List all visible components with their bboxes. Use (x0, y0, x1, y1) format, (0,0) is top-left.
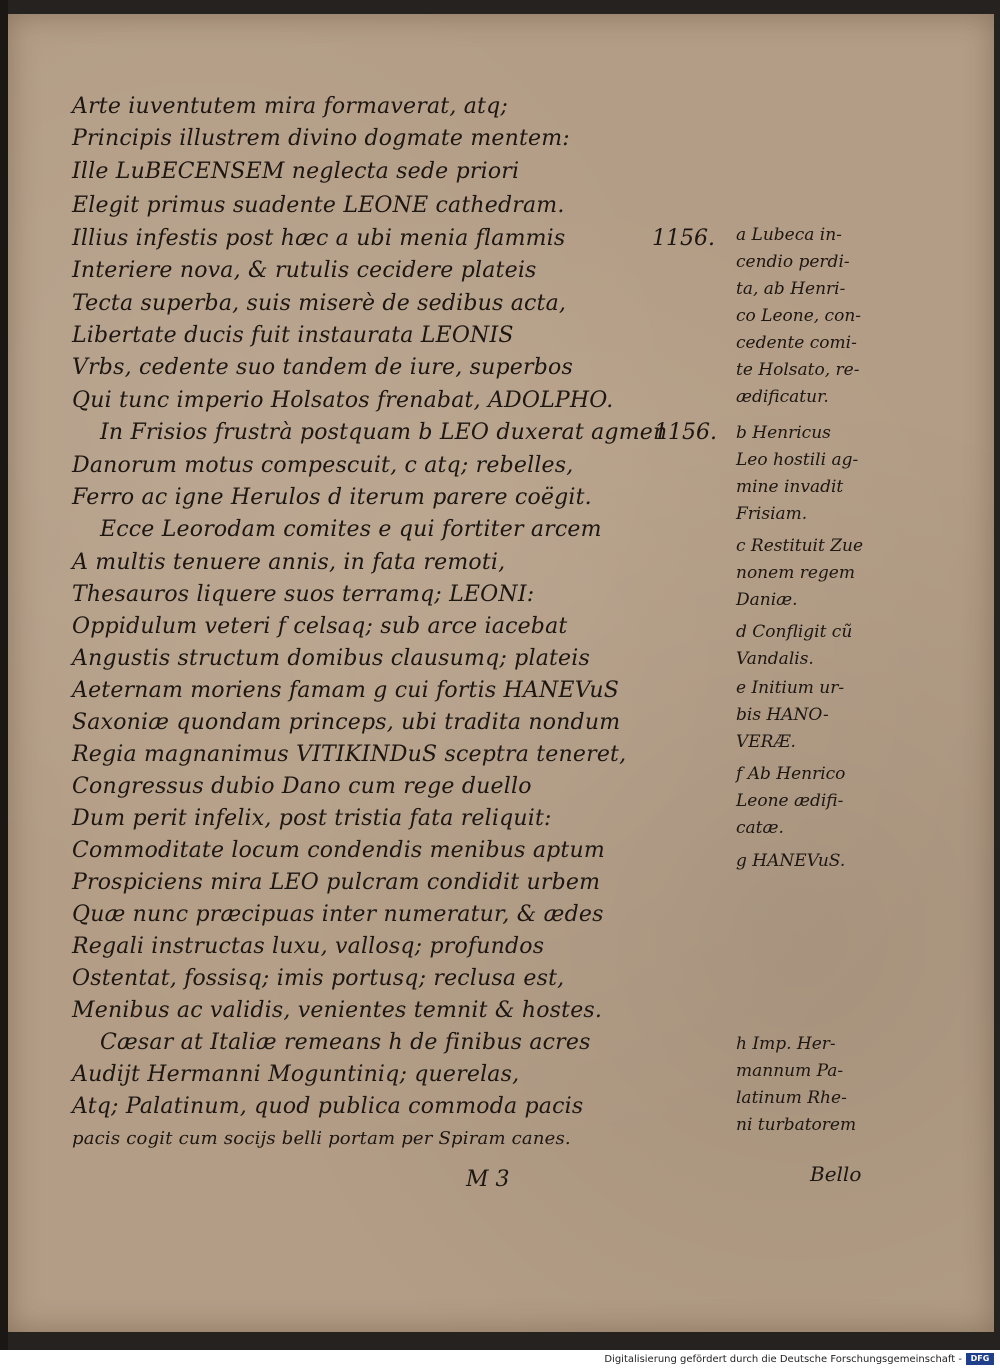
verse-line: Angustis structum domibus clausumq; plateis (72, 646, 590, 671)
verse-line: Thesauros liquere suos terramq; LEONI: (72, 582, 535, 607)
verse-line: Quæ nunc præcipuas inter numeratur, & ædes (72, 902, 604, 927)
verse-line: Libertate ducis fuit instaurata LEONIS (72, 323, 514, 348)
marginal-note: c Restituit Zue nonem regem Daniæ. (736, 536, 864, 610)
verse-line: Ostentat, fossisq; imis portusq; reclusa est, (72, 966, 565, 991)
marginal-note: a Lubeca in- cendio perdi- ta, ab Henri- co Leone, con- cedente comi- te Holsato, re- ædificatur. (736, 225, 862, 407)
verse-line: Principis illustrem divino dogmate mentem: (72, 126, 570, 151)
verse-line: Vrbs, cedente suo tandem de iure, superbos (72, 355, 573, 380)
footer-bar (0, 1350, 1000, 1369)
book-spine-edge (0, 0, 8, 1350)
margin-year: 1156. (654, 420, 717, 445)
verse-line: Qui tunc imperio Holsatos frenabat, ADOLPHO. (72, 388, 614, 413)
marginal-note: b Henricus Leo hostili ag- mine invadit Frisiam. (736, 423, 859, 524)
verse-line: Arte iuventutem mira formaverat, atq; (72, 94, 508, 119)
verse-line: Elegit primus suadente LEONE cathedram. (72, 193, 565, 218)
verse-line: A multis tenuere annis, in fata remoti, (72, 550, 506, 575)
signature-mark: M 3 (466, 1167, 510, 1192)
verse-line: Saxoniæ quondam princeps, ubi tradita nondum (72, 710, 621, 735)
verse-line: Atq; Palatinum, quod publica commoda pacis (72, 1094, 584, 1119)
dfg-logo: DFG (966, 1353, 994, 1365)
verse-line: Prospiciens mira LEO pulcram condidit urbem (72, 870, 601, 895)
verse-line: In Frisios frustrà postquam b LEO duxerat agmen (100, 420, 668, 445)
funding-notice: Digitalisierung gefördert durch die Deutsche Forschungsgemeinschaft - (604, 1354, 962, 1365)
verse-line: Danorum motus compescuit, c atq; rebelles, (72, 453, 574, 478)
marginal-note: d Confligit cũ Vandalis. (736, 622, 853, 669)
marginal-note: h Imp. Her- mannum Pa- latinum Rhe- ni turbatorem (736, 1034, 857, 1135)
verse-line: Commoditate locum condendis menibus aptum (72, 838, 605, 863)
verse-line: Oppidulum veteri f celsaq; sub arce iacebat (72, 614, 568, 639)
verse-line: Audijt Hermanni Moguntiniq; querelas, (72, 1062, 520, 1087)
margin-year: 1156. (652, 226, 715, 251)
verse-line: Tecta superba, suis miserè de sedibus acta, (72, 291, 567, 316)
marginal-note: f Ab Henrico Leone ædifi- catæ. (736, 764, 846, 838)
catchword: Bello (810, 1162, 862, 1186)
verse-line: Cæsar at Italiæ remeans h de finibus acres (100, 1030, 591, 1055)
verse-line: Interiere nova, & rutulis cecidere plateis (72, 258, 537, 283)
marginal-note: e Initium ur- bis HANO- VERÆ. (736, 678, 845, 752)
verse-line: Menibus ac validis, venientes temnit & hostes. (72, 998, 603, 1023)
verse-line: Ille LuBECENSEM neglecta sede priori (72, 159, 520, 184)
verse-line: Illius infestis post hæc a ubi menia flammis (72, 226, 566, 251)
verse-line: Aeternam moriens famam g cui fortis HANEVuS (72, 678, 620, 703)
verse-line: pacis cogit cum socijs belli portam per Spiram canes. (72, 1128, 571, 1149)
verse-line: Congressus dubio Dano cum rege duello (72, 774, 532, 799)
verse-line: Ferro ac igne Herulos d iterum parere coëgit. (72, 485, 592, 510)
verse-line: Dum perit infelix, post tristia fata reliquit: (72, 806, 552, 831)
verse-line: Ecce Leorodam comites e qui fortiter arcem (100, 517, 602, 542)
verse-line: Regia magnanimus VITIKINDuS sceptra teneret, (72, 742, 627, 767)
verse-line: Regali instructas luxu, vallosq; profundos (72, 934, 545, 959)
marginal-note: g HANEVuS. (736, 851, 846, 871)
